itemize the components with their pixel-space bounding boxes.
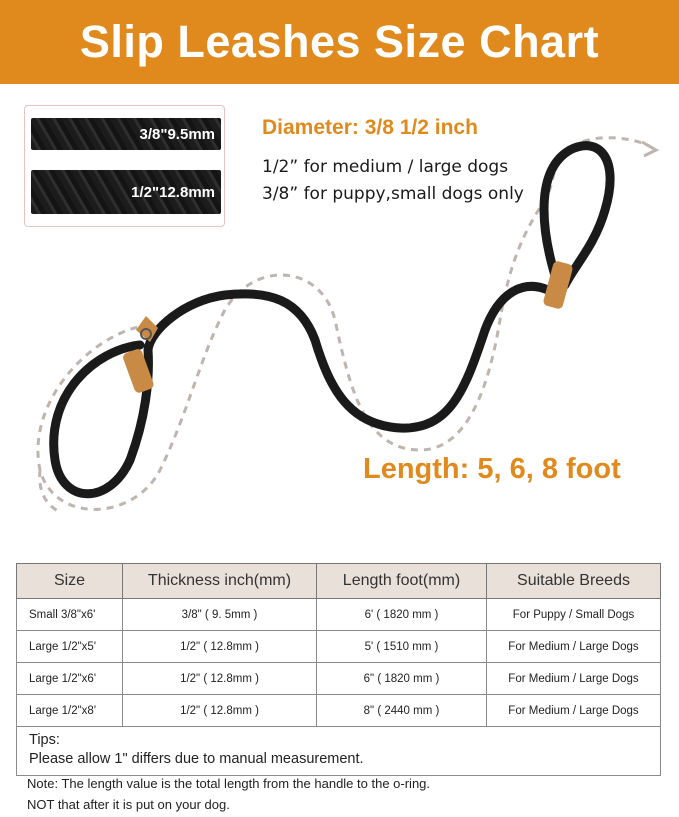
page-title: Slip Leashes Size Chart: [79, 16, 600, 67]
table-row: [17, 695, 661, 727]
table-header-row: [17, 564, 661, 599]
table-row: [17, 631, 661, 663]
diameter-title: Diameter: 3/8 1/2 inch: [262, 116, 478, 139]
cell-thickness: 3/8" ( 9. 5mm ): [123, 599, 317, 631]
cell-thickness: 1/2" ( 12.8mm ): [123, 663, 317, 695]
rope-label-large: 1/2"12.8mm: [131, 184, 215, 201]
header-length: Length foot(mm): [317, 564, 487, 599]
note-line-1: Note: The length value is the total length from the handle to the o-ring.: [27, 776, 431, 791]
cell-breeds: For Puppy / Small Dogs: [487, 599, 661, 631]
cell-size: Large 1/2"x6': [17, 663, 123, 695]
cell-breeds: For Medium / Large Dogs: [487, 631, 661, 663]
table-row: [17, 663, 661, 695]
cell-thickness: 1/2" ( 12.8mm ): [123, 631, 317, 663]
cell-size: Small 3/8"x6': [17, 599, 123, 631]
cell-breeds: For Medium / Large Dogs: [487, 695, 661, 727]
cell-length: 6" ( 1820 mm ): [317, 663, 487, 695]
cell-breeds: For Medium / Large Dogs: [487, 663, 661, 695]
cell-length: 6' ( 1820 mm ): [317, 599, 487, 631]
header-breeds: Suitable Breeds: [487, 564, 661, 599]
cell-thickness: 1/2" ( 12.8mm ): [123, 695, 317, 727]
rope-label-small: 3/8"9.5mm: [139, 126, 215, 143]
tips-cell: [17, 727, 661, 776]
cell-length: 5' ( 1510 mm ): [317, 631, 487, 663]
header-size: Size: [17, 564, 123, 599]
cell-size: Large 1/2"x5': [17, 631, 123, 663]
cell-length: 8" ( 2440 mm ): [317, 695, 487, 727]
length-title: Length: 5, 6, 8 foot: [363, 453, 621, 485]
tips-text: Please allow 1" differs due to manual measurement.: [29, 751, 364, 767]
table-row: [17, 599, 661, 631]
size-table: [16, 563, 661, 776]
header-thickness: Thickness inch(mm): [123, 564, 317, 599]
diameter-line-small: 3/8” for puppy,small dogs only: [262, 184, 524, 204]
tips-title: Tips:: [29, 732, 60, 748]
note-line-2: NOT that after it is put on your dog.: [27, 797, 230, 812]
diameter-line-large: 1/2” for medium / large dogs: [262, 157, 509, 177]
length-guide-arrow-end: [642, 142, 656, 156]
tips-row: [17, 727, 661, 776]
cell-size: Large 1/2"x8': [17, 695, 123, 727]
